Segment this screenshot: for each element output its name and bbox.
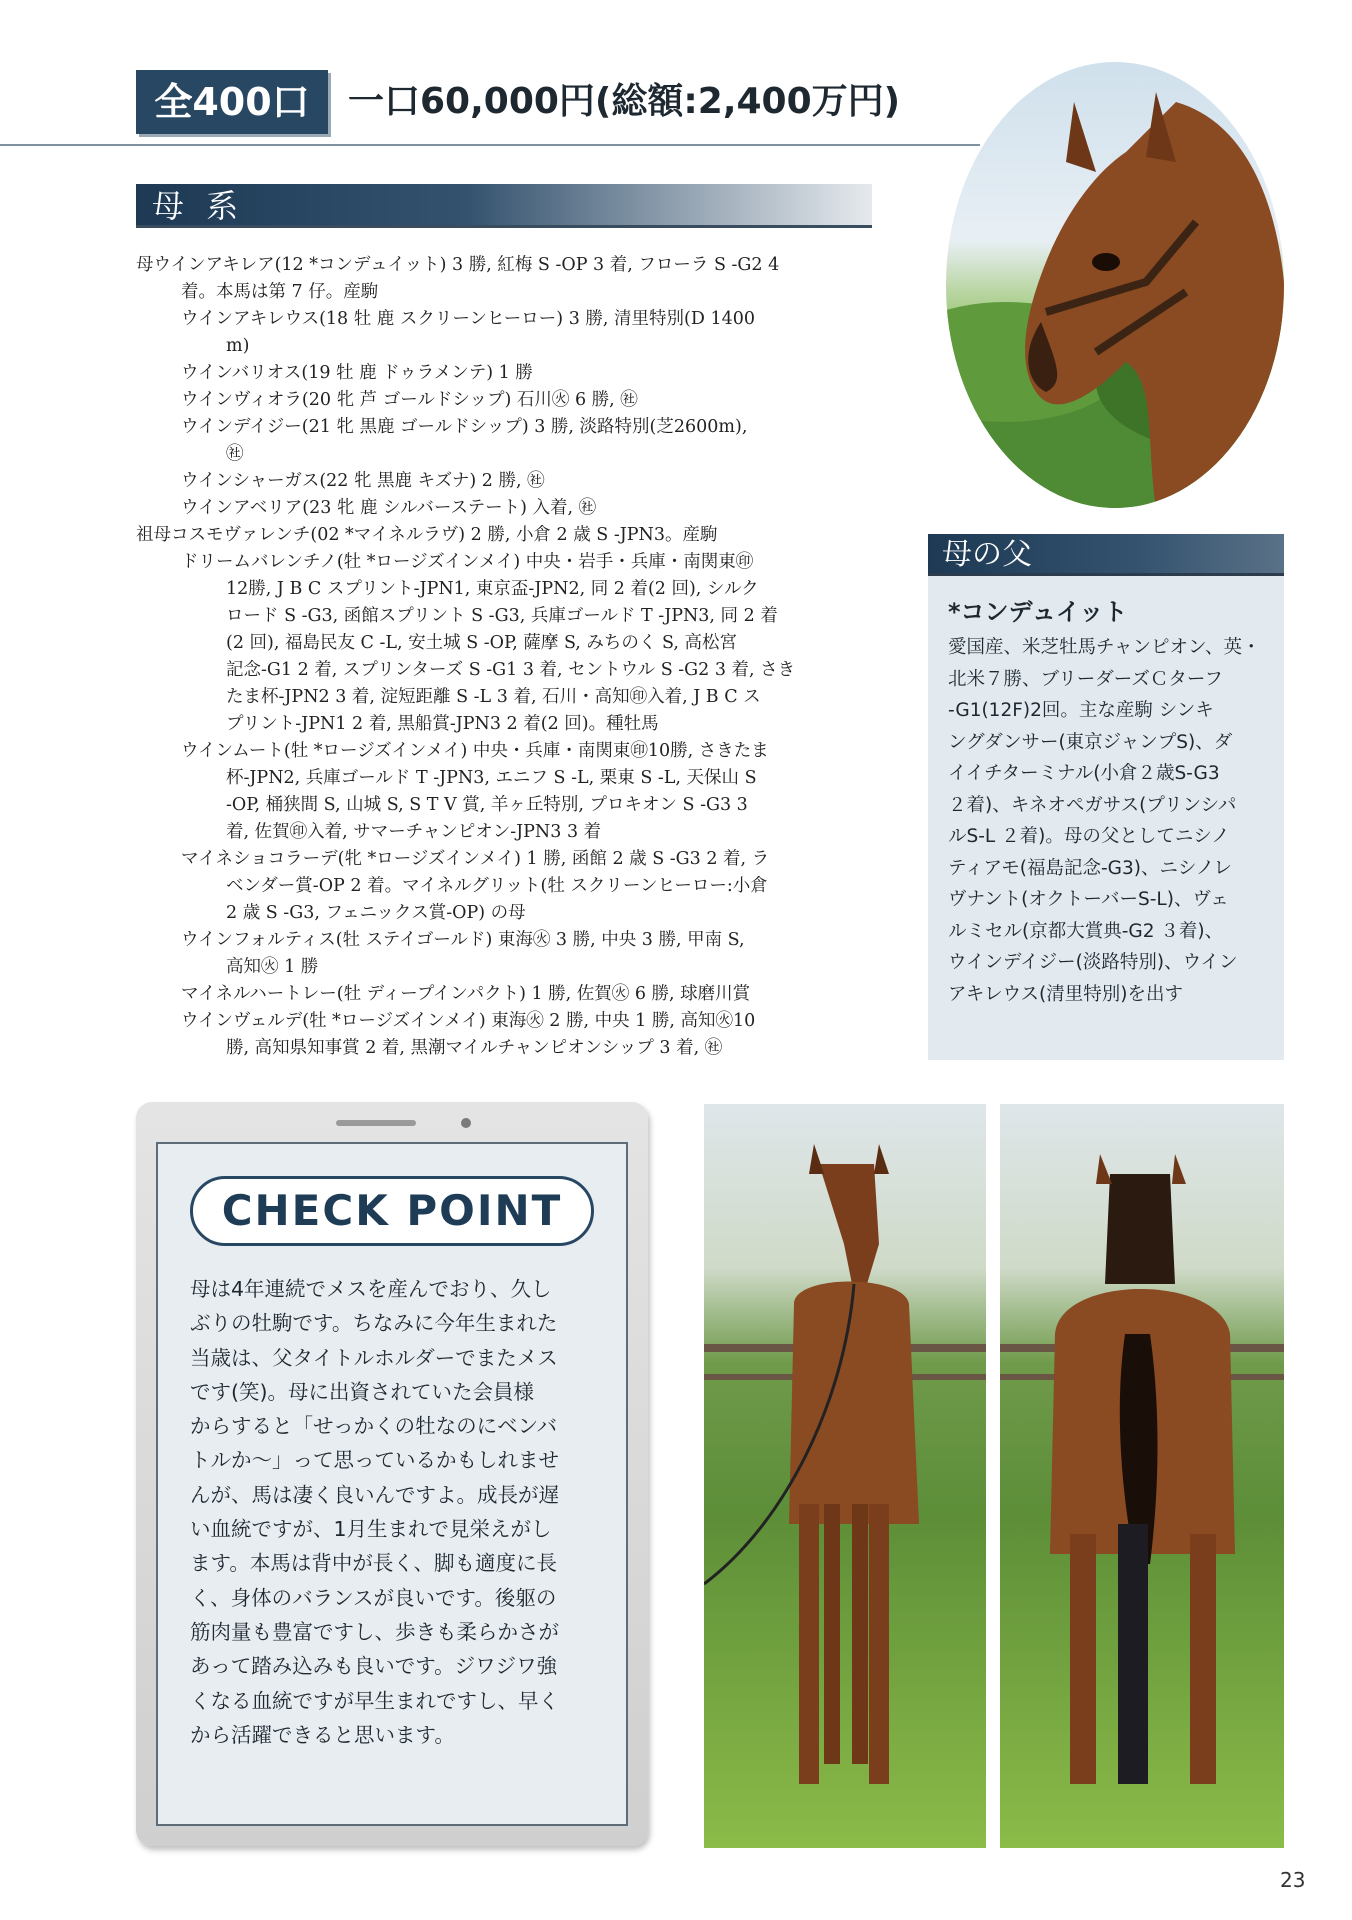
checkpoint-comment (190, 1272, 610, 1752)
broodmare-sire-description (948, 632, 1266, 1010)
pedigree-line: 祖母コスモヴァレンチ(02 *マイネルラヴ) 2 勝, 小倉 2 歳 S -JPN3。産駒 (136, 525, 718, 545)
pedigree-line: ウインヴェルデ(牡 *ロージズインメイ) 東海㊋ 2 勝, 中央 1 勝, 高知㊋10 (181, 1011, 756, 1031)
pedigree-line: マイネルハートレー(牡 ディープインパクト) 1 勝, 佐賀㊋ 6 勝, 球磨川賞 (181, 984, 751, 1004)
header-divider (0, 144, 980, 146)
pedigree-line: プリント-JPN1 2 着, 黒船賞-JPN3 2 着(2 回)。種牡馬 (226, 714, 659, 734)
broodmare-sire-line: 愛国産、米芝牡馬チャンピオン、英・ (948, 637, 1261, 658)
pedigree-line: 杯-JPN2, 兵庫ゴールド T -JPN3, エニフ S -L, 栗東 S -L, 天保山 S (226, 768, 757, 788)
pedigree-line: たま杯-JPN2 3 着, 淀短距離 S -L 3 着, 石川・高知㊞入着, J B C ス (226, 687, 761, 707)
horse-rear-illustration (1000, 1104, 1284, 1848)
broodmare-sire-line: イイチターミナル(小倉２歳S-G3 (948, 763, 1220, 784)
broodmare-sire-line: アキレウス(清里特別)を出す (948, 983, 1183, 1005)
broodmare-sire-line: ティアモ(福島記念-G3)、ニシノレ (948, 857, 1233, 879)
checkpoint-line: です(笑)。母に出資されていた会員様 (190, 1379, 534, 1404)
broodmare-sire-line: 北米７勝、ブリーダーズＣターフ (948, 668, 1223, 690)
checkpoint-line: トルか～」って思っているかもしれませ (190, 1448, 559, 1473)
maternal-line-heading: 母 系 (136, 184, 872, 228)
pedigree-text (136, 252, 876, 1062)
broodmare-sire-line: ウインデイジー(淡路特別)、ウイン (948, 952, 1238, 973)
pedigree-line: (2 回), 福島民友 C -L, 安土城 S -OP, 薩摩 S, みちのく S, 高松宮 (226, 633, 737, 653)
pedigree-line: ウインヴィオラ(20 牝 芦 ゴールドシップ) 石川㊋ 6 勝, ㊓ (181, 390, 638, 410)
broodmare-sire-line: ングダンサー(東京ジャンプS)、ダ (948, 731, 1233, 753)
broodmare-sire-line: -G1(12F)2回。主な産駒 シンキ (948, 700, 1214, 721)
checkpoint-line: くなる血統ですが早生まれですし、早く (190, 1688, 559, 1713)
pedigree-line: ウインフォルティス(牡 ステイゴールド) 東海㊋ 3 勝, 中央 3 勝, 甲南 S, (181, 930, 745, 950)
pedigree-line: ㊓ (226, 444, 244, 464)
tablet-camera-icon (461, 1118, 471, 1128)
pedigree-line: 母ウインアキレア(12 *コンデュイット) 3 勝, 紅梅 S -OP 3 着, フローラ S -G2 4 (136, 255, 780, 275)
checkpoint-line: あって踏み込みも良いです。ジワジワ強 (190, 1654, 558, 1679)
share-count-badge: 全400口 (136, 70, 328, 134)
pedigree-line: 2 歳 S -G3, フェニックス賞-OP) の母 (226, 903, 526, 923)
checkpoint-line: からすると「せっかくの牡なのにベンバ (190, 1414, 558, 1439)
horse-front-illustration (704, 1104, 986, 1848)
pedigree-line: m) (226, 336, 250, 356)
pedigree-line: -OP, 桶狭間 S, 山城 S, S T V 賞, 羊ヶ丘特別, プロキオン S -G3 3 (226, 795, 748, 815)
broodmare-sire-line: ２着)、キネオペガサス(プリンシパ (948, 794, 1237, 816)
pedigree-line: ウインバリオス(19 牡 鹿 ドゥラメンテ) 1 勝 (181, 363, 533, 383)
pedigree-line: 12勝, J B C スプリント-JPN1, 東京盃-JPN2, 同 2 着(2 回), シルク (226, 579, 759, 599)
tablet-speaker (336, 1120, 416, 1126)
pedigree-line: ウインアキレウス(18 牡 鹿 スクリーンヒーロー) 3 勝, 清里特別(D 1400 (181, 309, 755, 329)
checkpoint-line: い血統ですが、1月生まれで見栄えがし (190, 1517, 552, 1542)
checkpoint-line: 母は4年連続でメスを産んでおり、久し (190, 1277, 552, 1301)
horse-rear-photo (1000, 1104, 1284, 1848)
horse-head-photo (946, 62, 1284, 508)
checkpoint-tablet (136, 1102, 648, 1846)
pedigree-line: ウインアベリア(23 牝 鹿 シルバーステート) 入着, ㊓ (181, 498, 597, 518)
page-number: 23 (1280, 1868, 1306, 1892)
pedigree-line: 高知㊋ 1 勝 (226, 957, 319, 977)
checkpoint-line: から活躍できると思います。 (190, 1722, 455, 1747)
pedigree-line: ロード S -G3, 函館スプリント S -G3, 兵庫ゴールド T -JPN3, 同 2 着 (226, 606, 778, 626)
broodmare-sire-line: ルS-L ２着)。母の父としてニシノ (948, 826, 1230, 847)
broodmare-sire-line: ヴナント(オクトーバーS-L)、ヴェ (948, 889, 1229, 910)
pedigree-line: 記念-G1 2 着, スプリンターズ S -G1 3 着, セントウル S -G2 3 着, さき (226, 660, 796, 680)
checkpoint-line: く、身体のバランスが良いです。後躯の (190, 1585, 557, 1610)
checkpoint-screen (156, 1142, 628, 1826)
pedigree-line: 着, 佐賀㊞入着, サマーチャンピオン-JPN3 3 着 (226, 822, 602, 842)
checkpoint-title: CHECK POINT (190, 1176, 594, 1246)
pedigree-line: ドリームバレンチノ(牡 *ロージズインメイ) 中央・岩手・兵庫・南関東㊞ (181, 552, 754, 572)
checkpoint-line: 筋肉量も豊富ですし、歩きも柔らかさが (190, 1619, 559, 1644)
pedigree-line: ウインシャーガス(22 牝 黒鹿 キズナ) 2 勝, ㊓ (181, 471, 545, 491)
horse-head-illustration (946, 62, 1284, 508)
broodmare-sire-heading: 母の父 (928, 534, 1284, 576)
pedigree-line: 勝, 高知県知事賞 2 着, 黒潮マイルチャンピオンシップ 3 着, ㊓ (226, 1038, 723, 1058)
checkpoint-line: んが、馬は凄く良いんですよ。成長が遅 (190, 1482, 559, 1507)
pedigree-line: 着。本馬は第 7 仔。産駒 (181, 282, 379, 302)
pedigree-line: ウインデイジー(21 牝 黒鹿 ゴールドシップ) 3 勝, 淡路特別(芝2600m), (181, 417, 748, 437)
checkpoint-line: 当歳は、父タイトルホルダーでまたメス (190, 1345, 558, 1370)
pedigree-line: ウインムート(牡 *ロージズインメイ) 中央・兵庫・南関東㊞10勝, さきたま (181, 741, 769, 761)
broodmare-sire-name: *コンデュイット (948, 598, 1128, 626)
checkpoint-line: ぶりの牡駒です。ちなみに今年生まれた (190, 1311, 558, 1336)
broodmare-sire-box (928, 534, 1284, 1060)
pedigree-line: ベンダー賞-OP 2 着。マイネルグリット(牡 スクリーンヒーロー:小倉 (226, 876, 768, 896)
share-price: 一口60,000円(総額:2,400万円) (348, 81, 901, 122)
pedigree-line: マイネショコラーデ(牝 *ロージズインメイ) 1 勝, 函館 2 歳 S -G3 2 着, ラ (181, 849, 770, 869)
horse-front-photo (704, 1104, 986, 1848)
broodmare-sire-line: ルミセル(京都大賞典-G2 ３着)、 (948, 920, 1224, 942)
checkpoint-line: ます。本馬は背中が長く、脚も適度に長 (190, 1551, 557, 1576)
